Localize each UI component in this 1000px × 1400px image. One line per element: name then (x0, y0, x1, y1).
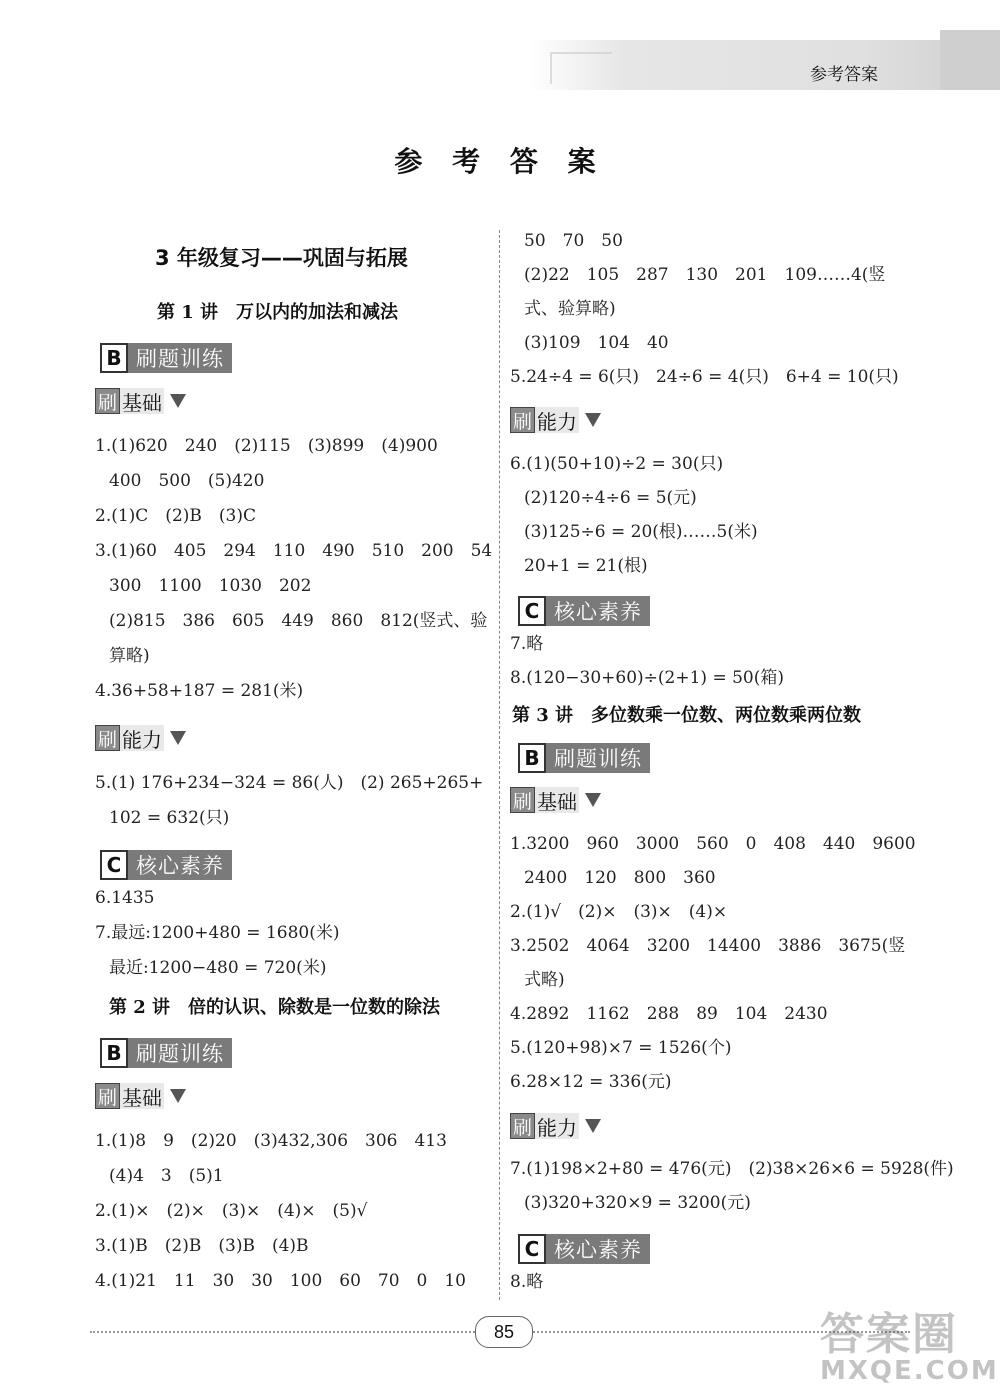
watermark-text: 答案圈 (820, 1309, 958, 1360)
section-name: 刷题训练 (546, 743, 650, 773)
subsection-text: 基础 (120, 388, 164, 414)
answer-line: 3.(1)B (2)B (3)B (4)B (95, 1236, 309, 1256)
answer-line: (3)125÷6 = 20(根)……5(米) (524, 522, 758, 542)
section-c-tag (518, 1234, 650, 1264)
answer-line: 5.(1) 176+234−324 = 86(人) (2) 265+265+ (95, 773, 484, 793)
answer-line: 2400 120 800 360 (524, 868, 716, 888)
answer-line: 式略) (524, 970, 565, 990)
basic-subsection (95, 1083, 186, 1109)
section-letter: C (518, 596, 546, 626)
ability-subsection (95, 725, 186, 751)
answer-line: 4.(1)21 11 30 30 100 60 70 0 10 (95, 1271, 466, 1291)
answer-line: 8.(120−30+60)÷(2+1) = 50(箱) (510, 668, 785, 688)
basic-subsection (95, 388, 186, 414)
section-name: 核心素养 (546, 596, 650, 626)
answer-line: 4.36+58+187 = 281(米) (95, 681, 304, 701)
triangle-down-icon (170, 394, 186, 408)
triangle-down-icon (170, 1089, 186, 1103)
answer-line: (3)109 104 40 (524, 333, 669, 353)
watermark-logo (820, 1298, 999, 1393)
answer-line: 式、验算略) (524, 299, 616, 319)
answer-line: 1.3200 960 3000 560 0 408 440 9600 (510, 834, 916, 854)
answer-line: 6.(1)(50+10)÷2 = 30(只) (510, 454, 724, 474)
brush-label: 刷 (95, 1083, 120, 1109)
section-name: 刷题训练 (128, 1038, 232, 1068)
section-name: 核心素养 (546, 1234, 650, 1264)
answer-line: 2.(1)√ (2)× (3)× (4)× (510, 902, 728, 922)
section-letter: B (100, 1038, 128, 1068)
answer-line: 102 = 632(只) (109, 808, 230, 828)
answer-line: 6.1435 (95, 888, 155, 908)
section-letter: C (518, 1234, 546, 1264)
subsection-text: 能力 (535, 407, 579, 433)
answer-line: (4)4 3 (5)1 (109, 1166, 224, 1186)
subsection-text: 能力 (120, 725, 164, 751)
brush-label: 刷 (510, 1113, 535, 1139)
answer-line: 7.略 (510, 634, 544, 654)
answer-line: 7.(1)198×2+80 = 476(元) (2)38×26×6 = 5928(件) (510, 1159, 954, 1179)
page-number: 85 (475, 1316, 533, 1348)
triangle-down-icon (585, 1119, 601, 1133)
answer-line: 2.(1)× (2)× (3)× (4)× (5)√ (95, 1201, 368, 1221)
section-b-tag (100, 343, 232, 373)
answer-line: 4.2892 1162 288 89 104 2430 (510, 1004, 828, 1024)
answer-line: 算略) (109, 646, 150, 666)
header-label: 参考答案 (810, 65, 878, 85)
answer-line: (2)120÷4÷6 = 5(元) (524, 488, 697, 508)
section-c-tag (100, 850, 232, 880)
answer-line: 2.(1)C (2)B (3)C (95, 506, 256, 526)
column-divider (499, 230, 500, 1300)
section-b-tag (518, 743, 650, 773)
basic-subsection (510, 787, 601, 813)
subsection-text: 基础 (120, 1083, 164, 1109)
lesson-1-title: 第 1 讲 万以内的加法和减法 (157, 302, 399, 323)
answer-line: 300 1100 1030 202 (109, 576, 312, 596)
answer-line: 8.略 (510, 1272, 544, 1292)
header-decoration (550, 52, 612, 84)
ability-subsection (510, 1113, 601, 1139)
answer-line: 5.24÷4 = 6(只) 24÷6 = 4(只) 6+4 = 10(只) (510, 367, 899, 387)
subsection-text: 能力 (535, 1113, 579, 1139)
answer-line: 400 500 (5)420 (109, 471, 265, 491)
answer-line: 7.最远:1200+480 = 1680(米) (95, 923, 340, 943)
lesson-3-title: 第 3 讲 多位数乘一位数、两位数乘两位数 (512, 705, 862, 726)
section-b-tag (100, 1038, 232, 1068)
answer-line: (2)815 386 605 449 860 812(竖式、验 (109, 611, 488, 631)
answer-line: 1.(1)620 240 (2)115 (3)899 (4)900 (95, 436, 438, 456)
brush-label: 刷 (95, 388, 120, 414)
ability-subsection (510, 407, 601, 433)
answer-line: 20+1 = 21(根) (524, 556, 648, 576)
header-band (530, 40, 1000, 90)
answer-line: 50 70 50 (524, 231, 623, 251)
answer-line: 1.(1)8 9 (2)20 (3)432,306 306 413 (95, 1131, 447, 1151)
brush-label: 刷 (95, 725, 120, 751)
triangle-down-icon (585, 413, 601, 427)
header-corner (940, 30, 1000, 90)
answer-line: (2)22 105 287 130 201 109……4(竖 (524, 265, 886, 285)
section-letter: C (100, 850, 128, 880)
answer-line: (3)320+320×9 = 3200(元) (524, 1193, 751, 1213)
triangle-down-icon (170, 731, 186, 745)
section-name: 核心素养 (128, 850, 232, 880)
answer-line: 最近:1200−480 = 720(米) (109, 958, 327, 978)
watermark-url: MXQE.COM (820, 1356, 999, 1386)
section-letter: B (518, 743, 546, 773)
unit-title: 3 年级复习——巩固与拓展 (155, 246, 408, 270)
answer-line: 5.(120+98)×7 = 1526(个) (510, 1038, 732, 1058)
page-title: 参 考 答 案 (394, 145, 606, 178)
section-name: 刷题训练 (128, 343, 232, 373)
section-c-tag (518, 596, 650, 626)
section-letter: B (100, 343, 128, 373)
triangle-down-icon (585, 793, 601, 807)
subsection-text: 基础 (535, 787, 579, 813)
lesson-2-title: 第 2 讲 倍的认识、除数是一位数的除法 (109, 997, 441, 1018)
answer-line: 6.28×12 = 336(元) (510, 1072, 672, 1092)
answer-line: 3.2502 4064 3200 14400 3886 3675(竖 (510, 936, 906, 956)
brush-label: 刷 (510, 787, 535, 813)
brush-label: 刷 (510, 407, 535, 433)
answer-line: 3.(1)60 405 294 110 490 510 200 54 (95, 541, 493, 561)
